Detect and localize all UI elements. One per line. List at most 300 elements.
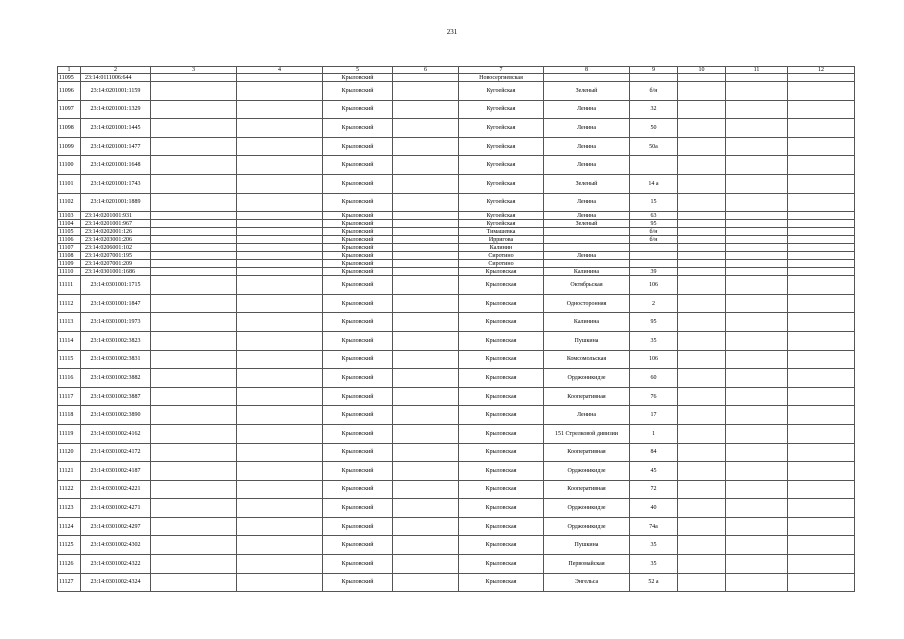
table-cell: 72 xyxy=(630,480,678,499)
table-cell xyxy=(151,236,237,244)
table-cell: Крыловская xyxy=(459,555,544,574)
table-cell: Крыловская xyxy=(459,573,544,592)
table-cell: 2 xyxy=(630,294,678,313)
table-cell: Односторонняя xyxy=(544,294,630,313)
table-cell: Кугоейская xyxy=(459,137,544,156)
table-cell xyxy=(726,369,788,388)
table-cell xyxy=(237,156,323,175)
table-cell xyxy=(151,536,237,555)
table-row xyxy=(58,137,855,156)
table-cell: 63 xyxy=(630,212,678,220)
table-cell xyxy=(726,119,788,138)
column-header: 11 xyxy=(726,67,788,74)
table-cell xyxy=(544,260,630,268)
table-cell: 11105 xyxy=(58,228,81,236)
table-cell xyxy=(151,156,237,175)
table-row xyxy=(58,174,855,193)
table-cell: 74а xyxy=(630,517,678,536)
table-cell xyxy=(726,268,788,276)
table-cell: Ленина xyxy=(544,193,630,212)
table-cell: Крыловский xyxy=(323,313,393,332)
table-cell: 11101 xyxy=(58,174,81,193)
table-cell: Ленина xyxy=(544,137,630,156)
column-header: 6 xyxy=(393,67,459,74)
table-cell xyxy=(151,119,237,138)
table-cell: 84 xyxy=(630,443,678,462)
table-cell: Крыловский xyxy=(323,74,393,82)
table-row xyxy=(58,387,855,406)
table-row xyxy=(58,100,855,119)
table-cell xyxy=(237,260,323,268)
table-cell xyxy=(237,350,323,369)
table-cell xyxy=(237,406,323,425)
table-cell: 11124 xyxy=(58,517,81,536)
table-cell: 11119 xyxy=(58,424,81,443)
table-cell: б/н xyxy=(630,82,678,101)
table-cell: 52 а xyxy=(630,573,678,592)
table-cell xyxy=(151,517,237,536)
table-cell xyxy=(788,536,855,555)
table-cell: Крыловский xyxy=(323,517,393,536)
table-cell: Крыловский xyxy=(323,100,393,119)
table-cell: Крыловская xyxy=(459,517,544,536)
table-cell: 23:14:0301002:4302 xyxy=(81,536,151,555)
table-cell: 23:14:0201001:1159 xyxy=(81,82,151,101)
table-cell: 11100 xyxy=(58,156,81,175)
table-cell xyxy=(237,137,323,156)
table-cell: 11114 xyxy=(58,331,81,350)
table-cell xyxy=(788,573,855,592)
table-cell xyxy=(678,260,726,268)
table-header-row xyxy=(58,67,855,74)
table-row xyxy=(58,156,855,175)
page-number: 231 xyxy=(446,28,458,36)
table-cell: Крыловский xyxy=(323,276,393,295)
table-cell xyxy=(151,74,237,82)
table-cell xyxy=(151,424,237,443)
table-cell: Крыловский xyxy=(323,350,393,369)
table-cell xyxy=(788,228,855,236)
table-cell xyxy=(726,193,788,212)
table-cell: Орджоникидзе xyxy=(544,369,630,388)
table-row xyxy=(58,276,855,295)
table-cell xyxy=(237,443,323,462)
table-cell: Крыловский xyxy=(323,244,393,252)
table-cell: 23:14:0201001:1648 xyxy=(81,156,151,175)
table-cell: Кооперативная xyxy=(544,443,630,462)
table-cell: 23:14:0202001:126 xyxy=(81,228,151,236)
table-cell: 11123 xyxy=(58,499,81,518)
table-cell xyxy=(151,555,237,574)
table-cell: Пушкина xyxy=(544,536,630,555)
table-cell: Зеленый xyxy=(544,174,630,193)
table-cell: Ленина xyxy=(544,252,630,260)
table-cell: 23:14:0206001:102 xyxy=(81,244,151,252)
table-cell: Калинина xyxy=(544,268,630,276)
table-cell: 11102 xyxy=(58,193,81,212)
table-cell xyxy=(678,220,726,228)
table-cell: 45 xyxy=(630,462,678,481)
table-cell xyxy=(678,294,726,313)
table-cell xyxy=(788,74,855,82)
table-cell xyxy=(678,276,726,295)
table-row xyxy=(58,220,855,228)
table-row xyxy=(58,499,855,518)
table-cell: 11117 xyxy=(58,387,81,406)
table-cell: 11109 xyxy=(58,260,81,268)
table-cell xyxy=(726,480,788,499)
table-cell: Крыловская xyxy=(459,276,544,295)
table-cell: 23:14:0203001:206 xyxy=(81,236,151,244)
table-row xyxy=(58,573,855,592)
table-cell: Крыловская xyxy=(459,350,544,369)
table-cell xyxy=(678,517,726,536)
table-row xyxy=(58,443,855,462)
table-row xyxy=(58,350,855,369)
table-cell: 23:14:0301001:1847 xyxy=(81,294,151,313)
table-cell: Крыловская xyxy=(459,294,544,313)
table-cell xyxy=(393,369,459,388)
table-cell: 76 xyxy=(630,387,678,406)
table-cell: Кугоейская xyxy=(459,100,544,119)
table-cell xyxy=(788,252,855,260)
column-header: 2 xyxy=(81,67,151,74)
table-cell xyxy=(393,294,459,313)
table-cell xyxy=(726,174,788,193)
table-cell xyxy=(678,555,726,574)
table-cell xyxy=(678,313,726,332)
table-cell xyxy=(630,260,678,268)
table-cell xyxy=(237,555,323,574)
table-cell xyxy=(788,517,855,536)
table-cell: Крыловский xyxy=(323,555,393,574)
table-cell xyxy=(151,443,237,462)
table-cell xyxy=(393,499,459,518)
table-cell xyxy=(726,313,788,332)
table-cell: Крыловский xyxy=(323,260,393,268)
table-cell xyxy=(151,480,237,499)
column-header: 10 xyxy=(678,67,726,74)
table-cell xyxy=(393,236,459,244)
table-cell: Кугоейская xyxy=(459,193,544,212)
table-cell xyxy=(788,276,855,295)
table-cell: 106 xyxy=(630,350,678,369)
table-cell xyxy=(788,424,855,443)
table-cell xyxy=(788,499,855,518)
table-cell: 11125 xyxy=(58,536,81,555)
table-cell xyxy=(393,424,459,443)
table-cell xyxy=(151,252,237,260)
table-cell xyxy=(726,137,788,156)
table-cell xyxy=(393,406,459,425)
table-cell xyxy=(678,268,726,276)
table-cell xyxy=(237,499,323,518)
table-cell xyxy=(726,212,788,220)
table-cell xyxy=(237,228,323,236)
table-cell xyxy=(726,276,788,295)
table-cell: 17 xyxy=(630,406,678,425)
table-cell: Крыловский xyxy=(323,369,393,388)
table-cell: Крыловский xyxy=(323,252,393,260)
column-header: 7 xyxy=(459,67,544,74)
table-cell xyxy=(726,294,788,313)
table-cell xyxy=(788,193,855,212)
table-cell xyxy=(788,156,855,175)
table-cell xyxy=(237,276,323,295)
column-header: 9 xyxy=(630,67,678,74)
table-cell xyxy=(237,100,323,119)
table-cell: 23:14:0301002:4221 xyxy=(81,480,151,499)
table-cell: Кугоейская xyxy=(459,119,544,138)
table-cell: Крыловский xyxy=(323,119,393,138)
table-cell: Крыловская xyxy=(459,268,544,276)
table-cell xyxy=(726,387,788,406)
table-cell xyxy=(788,313,855,332)
table-cell xyxy=(726,517,788,536)
table-cell: Ленина xyxy=(544,212,630,220)
table-cell: Ленина xyxy=(544,119,630,138)
table-cell: Крыловская xyxy=(459,499,544,518)
table-cell xyxy=(726,82,788,101)
table-cell: 23:14:0201001:1743 xyxy=(81,174,151,193)
table-cell: 11095 xyxy=(58,74,81,82)
table-row xyxy=(58,119,855,138)
table-cell: Крыловский xyxy=(323,137,393,156)
table-cell xyxy=(678,424,726,443)
table-cell xyxy=(151,462,237,481)
table-cell xyxy=(726,555,788,574)
table-cell xyxy=(393,252,459,260)
table-cell: 35 xyxy=(630,555,678,574)
table-cell xyxy=(237,82,323,101)
column-header: 1 xyxy=(58,67,81,74)
table-cell: Сиротино xyxy=(459,260,544,268)
table-cell: 23:14:0301002:4324 xyxy=(81,573,151,592)
table-cell: Крыловская xyxy=(459,387,544,406)
table-cell: Крыловская xyxy=(459,536,544,555)
table-cell: 14 а xyxy=(630,174,678,193)
table-cell xyxy=(678,228,726,236)
table-cell: 95 xyxy=(630,313,678,332)
table-cell xyxy=(678,573,726,592)
table-cell xyxy=(630,74,678,82)
table-cell: 39 xyxy=(630,268,678,276)
table-cell xyxy=(678,82,726,101)
table-cell: 11096 xyxy=(58,82,81,101)
table-cell: Крыловский xyxy=(323,536,393,555)
table-cell: 23:14:0201001:931 xyxy=(81,212,151,220)
table-cell: Ленина xyxy=(544,156,630,175)
table-cell xyxy=(393,331,459,350)
table-cell xyxy=(151,244,237,252)
table-cell: Крыловская xyxy=(459,369,544,388)
table-cell xyxy=(237,536,323,555)
table-cell xyxy=(393,100,459,119)
column-header: 5 xyxy=(323,67,393,74)
table-cell xyxy=(726,156,788,175)
table-cell: Крыловский xyxy=(323,387,393,406)
table-cell xyxy=(237,480,323,499)
table-cell xyxy=(237,74,323,82)
table-row xyxy=(58,228,855,236)
table-cell xyxy=(393,536,459,555)
table-row xyxy=(58,74,855,82)
table-cell xyxy=(151,137,237,156)
table-cell: 11121 xyxy=(58,462,81,481)
table-cell xyxy=(237,212,323,220)
table-cell xyxy=(726,236,788,244)
table-cell xyxy=(237,119,323,138)
table-cell xyxy=(237,268,323,276)
table-cell xyxy=(151,499,237,518)
table-cell: Калинин xyxy=(459,244,544,252)
table-cell xyxy=(726,252,788,260)
table-cell xyxy=(151,573,237,592)
table-cell: 11103 xyxy=(58,212,81,220)
table-cell xyxy=(393,74,459,82)
table-cell: 23:14:0301002:4271 xyxy=(81,499,151,518)
table-cell: 11127 xyxy=(58,573,81,592)
table-cell xyxy=(393,276,459,295)
table-cell: 50 xyxy=(630,119,678,138)
table-cell: 23:14:0201001:1329 xyxy=(81,100,151,119)
table-row xyxy=(58,331,855,350)
table-cell: 11098 xyxy=(58,119,81,138)
table-cell xyxy=(726,573,788,592)
table-cell: Крыловский xyxy=(323,82,393,101)
table-row xyxy=(58,268,855,276)
table-cell: 11116 xyxy=(58,369,81,388)
table-row xyxy=(58,369,855,388)
table-cell xyxy=(788,406,855,425)
table-cell xyxy=(678,369,726,388)
table-cell: Крыловская xyxy=(459,424,544,443)
table-cell xyxy=(393,82,459,101)
table-cell: Крыловский xyxy=(323,228,393,236)
table-cell xyxy=(678,156,726,175)
table-cell xyxy=(393,156,459,175)
table-cell xyxy=(237,236,323,244)
table-cell: Крыловский xyxy=(323,424,393,443)
table-cell xyxy=(678,536,726,555)
table-cell xyxy=(237,174,323,193)
table-cell xyxy=(393,387,459,406)
table-cell: Крыловский xyxy=(323,406,393,425)
table-cell xyxy=(630,244,678,252)
table-row xyxy=(58,536,855,555)
table-cell xyxy=(544,244,630,252)
table-row xyxy=(58,82,855,101)
table-cell: Сиротино xyxy=(459,252,544,260)
table-cell: б/н xyxy=(630,228,678,236)
table-cell: Крыловский xyxy=(323,462,393,481)
table-cell xyxy=(393,212,459,220)
table-cell: Зеленый xyxy=(544,82,630,101)
table-cell: Крыловская xyxy=(459,331,544,350)
table-row xyxy=(58,406,855,425)
table-cell xyxy=(678,193,726,212)
column-header: 4 xyxy=(237,67,323,74)
registry-table xyxy=(57,66,855,592)
table-cell xyxy=(788,555,855,574)
table-cell: Крыловский xyxy=(323,236,393,244)
table-cell: Кооперативная xyxy=(544,387,630,406)
table-cell: Крыловский xyxy=(323,443,393,462)
table-cell: Ленина xyxy=(544,100,630,119)
table-cell xyxy=(678,212,726,220)
table-cell: 50а xyxy=(630,137,678,156)
table-cell: 23:14:0301002:4297 xyxy=(81,517,151,536)
table-cell xyxy=(151,174,237,193)
table-cell xyxy=(788,82,855,101)
table-cell: Орджоникидзе xyxy=(544,462,630,481)
table-cell xyxy=(151,228,237,236)
table-cell: 151 Стрелковой дивизии xyxy=(544,424,630,443)
table-cell xyxy=(151,331,237,350)
table-row xyxy=(58,480,855,499)
table-cell: 23:14:0301001:1715 xyxy=(81,276,151,295)
table-cell xyxy=(151,387,237,406)
table-cell: 35 xyxy=(630,331,678,350)
table-cell xyxy=(237,313,323,332)
table-row xyxy=(58,555,855,574)
table-cell xyxy=(393,350,459,369)
table-cell xyxy=(393,228,459,236)
table-cell: 23:14:0301002:3882 xyxy=(81,369,151,388)
table-cell: Кугоейская xyxy=(459,220,544,228)
table-cell xyxy=(151,220,237,228)
table-cell xyxy=(788,174,855,193)
table-cell: Комсомольская xyxy=(544,350,630,369)
table-cell xyxy=(151,82,237,101)
table-cell: 23:14:0111006:644 xyxy=(81,74,151,82)
table-cell xyxy=(237,462,323,481)
registry-table-body xyxy=(58,67,855,592)
table-cell: Крыловская xyxy=(459,406,544,425)
table-cell xyxy=(630,156,678,175)
table-cell: 23:14:0207001:209 xyxy=(81,260,151,268)
table-cell: Крыловский xyxy=(323,220,393,228)
table-cell xyxy=(726,74,788,82)
table-cell xyxy=(544,228,630,236)
table-cell xyxy=(237,331,323,350)
table-cell: 11112 xyxy=(58,294,81,313)
table-cell: Крыловский xyxy=(323,573,393,592)
table-cell xyxy=(788,236,855,244)
table-cell: Крыловский xyxy=(323,294,393,313)
table-cell: 11104 xyxy=(58,220,81,228)
table-cell xyxy=(788,369,855,388)
table-cell: 32 xyxy=(630,100,678,119)
table-cell xyxy=(678,174,726,193)
table-cell xyxy=(237,220,323,228)
table-cell xyxy=(151,406,237,425)
table-cell xyxy=(678,350,726,369)
table-cell: Тимашевка xyxy=(459,228,544,236)
table-cell: 23:14:0301002:4322 xyxy=(81,555,151,574)
table-cell xyxy=(393,268,459,276)
table-cell xyxy=(726,220,788,228)
table-cell: Новосергиевская xyxy=(459,74,544,82)
table-cell xyxy=(678,119,726,138)
table-cell xyxy=(678,244,726,252)
table-cell xyxy=(151,212,237,220)
table-cell: 106 xyxy=(630,276,678,295)
table-cell xyxy=(237,193,323,212)
table-cell xyxy=(393,517,459,536)
table-cell: 11113 xyxy=(58,313,81,332)
column-header: 8 xyxy=(544,67,630,74)
